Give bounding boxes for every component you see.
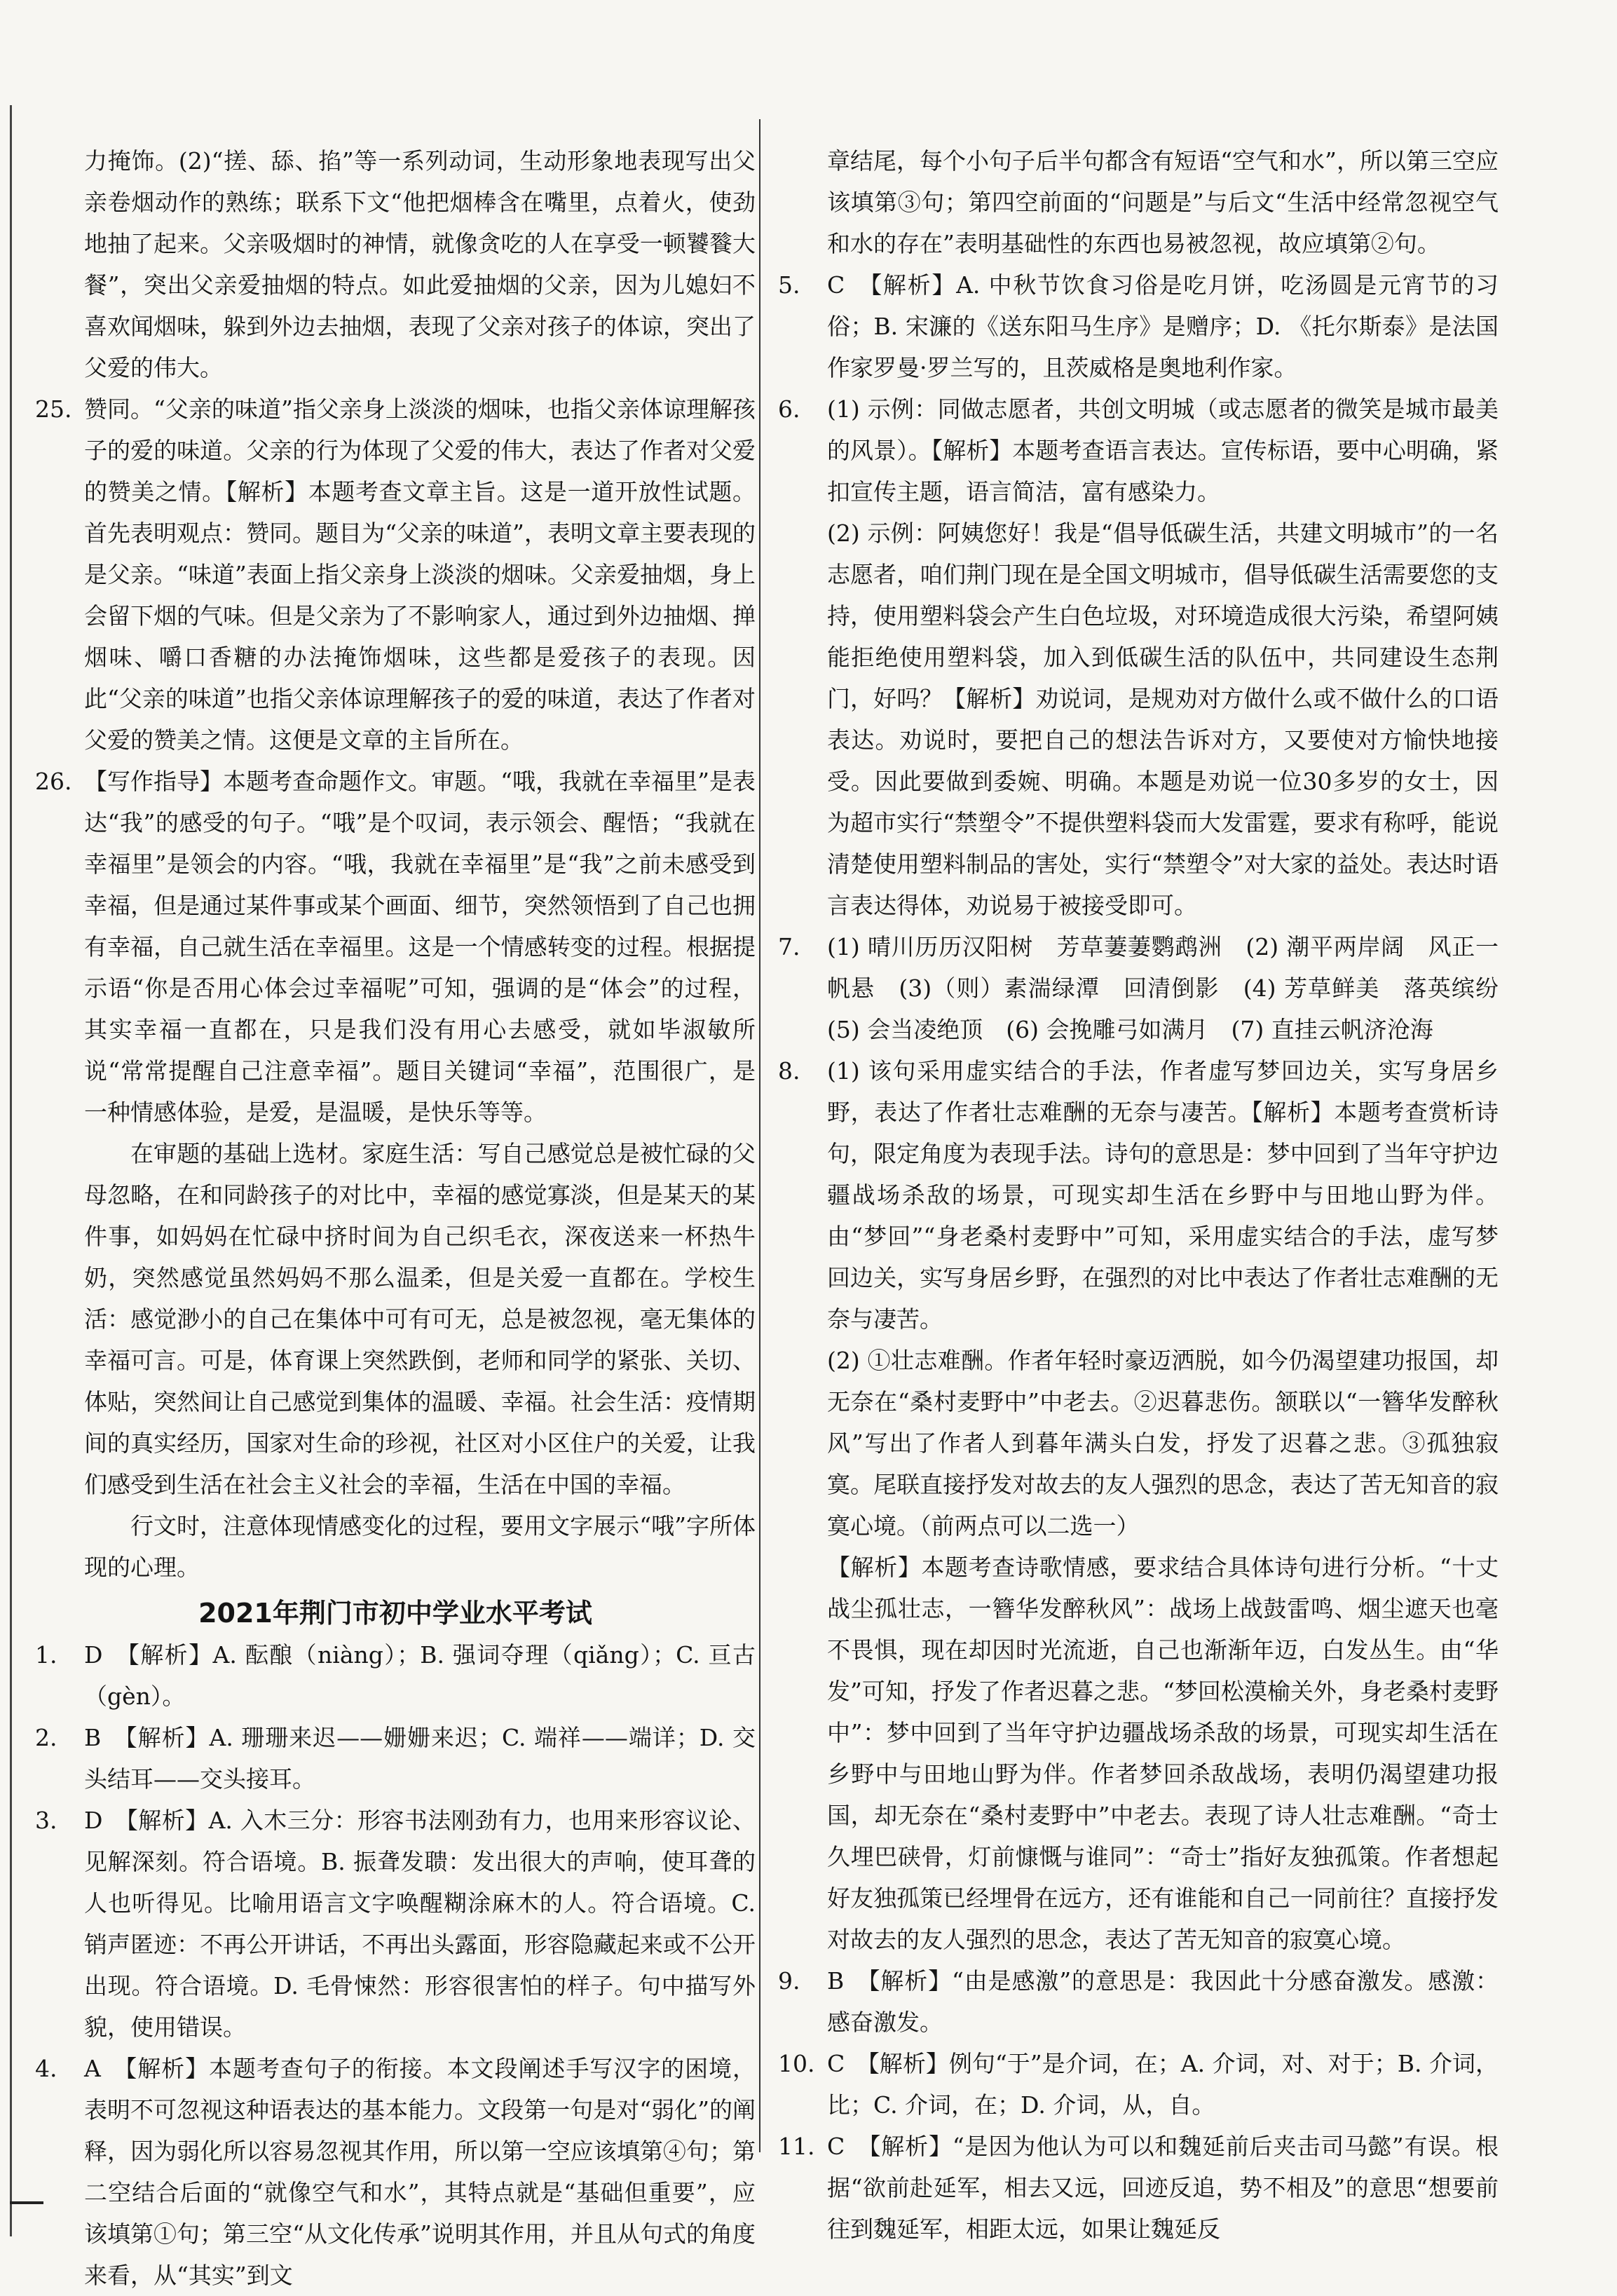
answer-26-paragraph-3: 行文时，注意体现情感变化的过程，要用文字展示“哦”字所体现的心理。 [84, 1512, 756, 1581]
answer-2 [35, 1717, 756, 1800]
answer-number: 25. [35, 395, 72, 423]
answer-9 [778, 1960, 1499, 2043]
answer-25 [35, 388, 756, 761]
answer-text: (1) 示例：同做志愿者，共创文明城（或志愿者的微笑是城市最美的风景）。【解析】本题考查语言表达。宣传标语，要中心明确，紧扣宣传主题，语言简洁，富有感染力。 [827, 395, 1499, 505]
answer-text: (1) 晴川历历汉阳树 芳草萋萋鹦鹉洲 (2) 潮平两岸阔 风正一帆悬 (3)（则）素湍绿潭 回清倒影 (4) 芳草鲜美 落英缤纷 (5) 会当凌绝顶 (6) 会挽雕弓如满月 (7) 直挂云帆济沧海 [827, 933, 1522, 1043]
answer-number: 9. [778, 1967, 800, 1995]
answer-26 [35, 761, 756, 1133]
answer-3 [35, 1800, 756, 2048]
answer-number: 5. [778, 271, 800, 299]
answer-number: 4. [35, 2055, 57, 2082]
answer-11 [778, 2126, 1499, 2250]
column-divider [759, 119, 760, 2152]
answer-10 [778, 2043, 1499, 2126]
answer-4 [35, 2048, 756, 2296]
answer-1 [35, 1634, 756, 1717]
answer-number: 6. [778, 395, 800, 423]
answer-number: 26. [35, 768, 72, 795]
answer-8-part-2: (2) ①壮志难酬。作者年轻时豪迈洒脱，如今仍渴望建功报国，却无奈在“桑村麦野中”中老去。②迟暮悲伤。颔联以“一簪华发醉秋风”写出了作者人到暮年满头白发，抒发了迟暮之悲。③孤独寂寞。尾联直接抒发对故去的友人强烈的思念，表达了苦无知音的寂寞心境。（前两点可以二选一） [827, 1347, 1499, 1540]
answer-text: 【写作指导】本题考查命题作文。审题。“哦，我就在幸福里”是表达“我”的感受的句子。“哦”是个叹词，表示领会、醒悟；“我就在幸福里”是领会的内容。“哦，我就在幸福里”是“我”之前未感受到幸福，但是通过某件事或某个画面、细节，突然领悟到了自己也拥有幸福，自己就生活在幸福里。这是一个情感转变的过程。根据提示语“你是否用心体会过幸福呢”可知，强调的是“体会”的过程，其实幸福一直都在，只是我们没有用心去感受，就如毕淑敏所说“常常提醒自己注意幸福”。题目关键词“幸福”，范围很广，是一种情感体验，是爱，是温暖，是快乐等等。 [84, 768, 756, 1126]
answer-text: (1) 该句采用虚实结合的手法，作者虚写梦回边关，实写身居乡野，表达了作者壮志难酬的无奈与凄苦。【解析】本题考查赏析诗句，限定角度为表现手法。诗句的意思是：梦中回到了当年守护边疆战场杀敌的场景，可现实却生活在乡野中与田地山野为伴。由“梦回”“身老桑村麦野中”可知，采用虚实结合的手法，虚写梦回边关，实写身居乡野，在强烈的对比中表达了作者壮志难酬的无奈与凄苦。 [827, 1057, 1499, 1333]
answer-text: A 【解析】本题考查句子的衔接。本文段阐述手写汉字的困境，表明不可忽视这种语表达的基本能力。文段第一句是对“弱化”的阐释，因为弱化所以容易忽视其作用，所以第一空应该填第④句；第二空结合后面的“就像空气和水”，其特点就是“基础但重要”，应该填第①句；第三空“从文化传承”说明其作用，并且从句式的角度来看，从“其实”到文 [84, 2055, 756, 2289]
answer-number: 10. [778, 2050, 815, 2077]
answer-number: 2. [35, 1724, 57, 1751]
answer-text: C 【解析】例句“于”是介词，在；A. 介词，对、对于；B. 介词，比；C. 介词，在；D. 介词，从，自。 [827, 2050, 1499, 2119]
answer-5 [778, 264, 1499, 388]
left-column [35, 140, 756, 2296]
section-title: 2021年荆门市初中学业水平考试 [198, 1598, 592, 1629]
answer-number: 3. [35, 1807, 57, 1834]
answer-24-continuation: 力掩饰。(2)“搓、舔、掐”等一系列动词，生动形象地表现写出父亲卷烟动作的熟练；联系下文“他把烟棒含在嘴里，点着火，使劲地抽了起来。父亲吸烟时的神情，就像贪吃的人在享受一顿饕餮大餐”，突出父亲爱抽烟的特点。如此爱抽烟的父亲，因为儿媳妇不喜欢闻烟味，躲到外边去抽烟，表现了父亲对孩子的体谅，突出了父爱的伟大。 [84, 147, 756, 381]
answer-text: 赞同。“父亲的味道”指父亲身上淡淡的烟味，也指父亲体谅理解孩子的爱的味道。父亲的行为体现了父爱的伟大，表达了作者对父爱的赞美之情。【解析】本题考查文章主旨。这是一道开放性试题。首先表明观点：赞同。题目为“父亲的味道”，表明文章主要表现的是父亲。“味道”表面上指父亲身上淡淡的烟味。父亲爱抽烟，身上会留下烟的气味。但是父亲为了不影响家人，通过到外边抽烟、掸烟味、嚼口香糖的办法掩饰烟味，这些都是爱孩子的表现。因此“父亲的味道”也指父亲体谅理解孩子的爱的味道，表达了作者对父爱的赞美之情。这便是文章的主旨所在。 [84, 395, 756, 754]
answer-text: C 【解析】“是因为他认为可以和魏延前后夹击司马懿”有误。根据“欲前赴延军，相去又远，回迹反追，势不相及”的意思“想要前往到魏延军，相距太远，如果让魏延反 [827, 2133, 1499, 2243]
answer-text: D 【解析】A. 入木三分：形容书法刚劲有力，也用来形容议论、见解深刻。符合语境。B. 振聋发聩：发出很大的声响，使耳聋的人也听得见。比喻用语言文字唤醒糊涂麻木的人。符合语境。C. 销声匿迹：不再公开讲话，不再出头露面，形容隐藏起来或不公开出现。符合语境。D. 毛骨悚然：形容很害怕的样子。句中描写外貌，使用错误。 [84, 1807, 756, 2041]
answer-text: B 【解析】A. 珊珊来迟——姗姗来迟；C. 端祥——端详；D. 交头结耳——交头接耳。 [84, 1724, 756, 1793]
left-margin-rule [10, 105, 12, 2236]
answer-number: 1. [35, 1641, 57, 1669]
answer-26-paragraph-2: 在审题的基础上选材。家庭生活：写自己感觉总是被忙碌的父母忽略，在和同龄孩子的对比中，幸福的感觉寡淡，但是某天的某件事，如妈妈在忙碌中挤时间为自己织毛衣，深夜送来一杯热牛奶，突然感觉虽然妈妈不那么温柔，但是关爱一直都在。学校生活：感觉渺小的自己在集体中可有可无，总是被忽视，毫无集体的幸福可言。可是，体育课上突然跌倒，老师和同学的紧张、关切、体贴，突然间让自己感觉到集体的温暖、幸福。社会生活：疫情期间的真实经历，国家对生命的珍视，社区对小区住户的关爱，让我们感受到生活在社会主义社会的幸福，生活在中国的幸福。 [84, 1140, 756, 1498]
answer-text: D 【解析】A. 酝酿（niàng）；B. 强词夺理（qiǎng）；C. 亘古（gèn）。 [84, 1641, 756, 1710]
answer-8-analysis: 【解析】本题考查诗歌情感，要求结合具体诗句进行分析。“十丈战尘孤壮志，一簪华发醉秋风”：战场上战鼓雷鸣、烟尘遮天也毫不畏惧，现在却因时光流逝，自己也渐渐年迈，白发丛生。由“华发”可知，抒发了作者迟暮之悲。“梦回松漠榆关外，身老桑村麦野中”：梦中回到了当年守护边疆战场杀敌的场景，可现实却生活在乡野中与田地山野为伴。作者梦回杀敌战场，表明仍渴望建功报国，却无奈在“桑村麦野中”中老去。表现了诗人壮志难酬。“奇士久埋巴硖骨，灯前慷慨与谁同”：“奇士”指好友独孤策。作者想起好友独孤策已经埋骨在远方，还有谁能和自己一同前往？直接抒发对故去的友人强烈的思念，表达了苦无知音的寂寞心境。 [827, 1554, 1499, 1953]
answer-text: B 【解析】“由是感激”的意思是：我因此十分感奋激发。感激：感奋激发。 [827, 1967, 1499, 2036]
right-column [778, 140, 1522, 2250]
answer-number: 7. [778, 933, 800, 960]
answer-text: C 【解析】A. 中秋节饮食习俗是吃月饼，吃汤圆是元宵节的习俗；B. 宋濂的《送东阳马生序》是赠序；D. 《托尔斯泰》是法国作家罗曼·罗兰写的，且茨威格是奥地利作家。 [827, 271, 1499, 381]
answer-number: 8. [778, 1057, 800, 1085]
answer-8 [778, 1050, 1499, 1340]
answer-4-continuation: 章结尾，每个小句子后半句都含有短语“空气和水”，所以第三空应该填第③句；第四空前面的“问题是”与后文“生活中经常忽视空气和水的存在”表明基础性的东西也易被忽视，故应填第②句。 [827, 147, 1499, 257]
answer-6 [778, 388, 1499, 512]
answer-7 [778, 926, 1522, 1050]
answer-6-part-2: (2) 示例：阿姨您好！我是“倡导低碳生活，共建文明城市”的一名志愿者，咱们荆门现在是全国文明城市，倡导低碳生活需要您的支持，使用塑料袋会产生白色垃圾，对环境造成很大污染，希望阿姨能拒绝使用塑料袋，加入到低碳生活的队伍中，共同建设生态荆门，好吗？【解析】劝说词，是规劝对方做什么或不做什么的口语表达。劝说时，要把自己的想法告诉对方，又要使对方愉快地接受。因此要做到委婉、明确。本题是劝说一位30多岁的女士，因为超市实行“禁塑令”不提供塑料袋而大发雷霆，要求有称呼，能说清楚使用塑料制品的害处，实行“禁塑令”对大家的益处。表达时语言表达得体，劝说易于被接受即可。 [827, 519, 1499, 919]
answer-number: 11. [778, 2133, 815, 2160]
